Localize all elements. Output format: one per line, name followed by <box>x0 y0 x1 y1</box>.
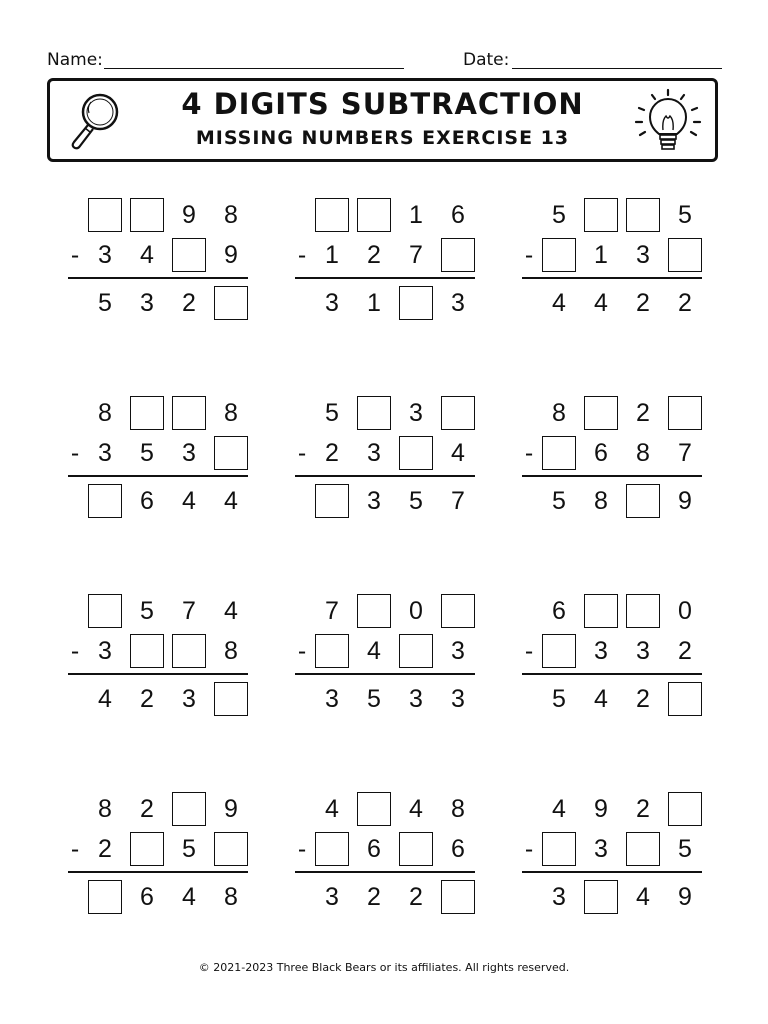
missing-digit-box[interactable] <box>172 634 206 668</box>
subtraction-problem <box>68 396 258 526</box>
subtraction-problem <box>522 396 712 526</box>
worksheet-subtitle: MISSING NUMBERS EXERCISE 13 <box>195 127 570 149</box>
digit: 3 <box>367 439 381 467</box>
digit: 0 <box>409 597 423 625</box>
minus-sign: - <box>524 241 534 269</box>
digit: 3 <box>451 685 465 713</box>
digit: 5 <box>678 201 692 229</box>
digit: 5 <box>325 399 339 427</box>
digit: 8 <box>451 795 465 823</box>
digit: 7 <box>325 597 339 625</box>
digit: 4 <box>182 883 196 911</box>
digit: 4 <box>224 597 238 625</box>
missing-digit-box[interactable] <box>441 238 475 272</box>
minuend-row <box>295 396 485 430</box>
subtraction-problem <box>522 594 712 724</box>
minuend-row <box>522 396 712 430</box>
digit: 2 <box>367 241 381 269</box>
missing-digit-box[interactable] <box>441 594 475 628</box>
digit: 2 <box>678 289 692 317</box>
digit: 2 <box>325 439 339 467</box>
missing-digit-box[interactable] <box>172 396 206 430</box>
minus-sign: - <box>524 439 534 467</box>
digit: 2 <box>636 289 650 317</box>
digit: 3 <box>409 685 423 713</box>
missing-digit-box[interactable] <box>214 832 248 866</box>
name-label: Name: <box>47 50 103 70</box>
worksheet-title: 4 DIGITS SUBTRACTION <box>181 87 584 121</box>
digit: 7 <box>451 487 465 515</box>
answer-line <box>68 277 248 279</box>
minuend-row <box>68 396 258 430</box>
digit: 7 <box>678 439 692 467</box>
digit: 6 <box>140 883 154 911</box>
minuend-row <box>68 198 258 232</box>
title-banner <box>47 78 718 162</box>
digit: 4 <box>325 795 339 823</box>
digit: 2 <box>98 835 112 863</box>
digit: 9 <box>182 201 196 229</box>
missing-digit-box[interactable] <box>399 832 433 866</box>
digit: 3 <box>325 289 339 317</box>
digit: 2 <box>182 289 196 317</box>
missing-digit-box[interactable] <box>441 396 475 430</box>
subtrahend-row <box>68 634 258 668</box>
digit: 6 <box>552 597 566 625</box>
missing-digit-box[interactable] <box>399 436 433 470</box>
difference-row <box>295 484 485 518</box>
missing-digit-box[interactable] <box>130 832 164 866</box>
digit: 3 <box>409 399 423 427</box>
digit: 3 <box>98 439 112 467</box>
subtraction-problem <box>295 198 485 328</box>
digit: 4 <box>224 487 238 515</box>
missing-digit-box[interactable] <box>172 238 206 272</box>
minuend-row <box>295 198 485 232</box>
minus-sign: - <box>70 637 80 665</box>
digit: 3 <box>451 289 465 317</box>
digit: 3 <box>451 637 465 665</box>
digit: 2 <box>636 685 650 713</box>
digit: 4 <box>594 289 608 317</box>
digit: 5 <box>140 439 154 467</box>
answer-line <box>295 673 475 675</box>
lightbulb-icon <box>630 88 706 156</box>
difference-row <box>522 484 712 518</box>
subtraction-problem <box>295 594 485 724</box>
answer-line <box>295 277 475 279</box>
digit: 8 <box>224 637 238 665</box>
subtrahend-row <box>68 436 258 470</box>
digit: 6 <box>451 201 465 229</box>
digit: 3 <box>325 883 339 911</box>
digit: 1 <box>594 241 608 269</box>
missing-digit-box[interactable] <box>542 634 576 668</box>
digit: 2 <box>409 883 423 911</box>
missing-digit-box[interactable] <box>315 198 349 232</box>
answer-line <box>522 277 702 279</box>
missing-digit-box[interactable] <box>668 682 702 716</box>
digit: 3 <box>594 637 608 665</box>
digit: 6 <box>367 835 381 863</box>
subtrahend-row <box>522 634 712 668</box>
missing-digit-box[interactable] <box>88 880 122 914</box>
missing-digit-box[interactable] <box>130 198 164 232</box>
digit: 0 <box>678 597 692 625</box>
answer-line <box>68 871 248 873</box>
digit: 3 <box>98 637 112 665</box>
digit: 3 <box>182 685 196 713</box>
missing-digit-box[interactable] <box>668 396 702 430</box>
subtrahend-row <box>295 634 485 668</box>
difference-row <box>68 286 258 320</box>
digit: 9 <box>594 795 608 823</box>
digit: 3 <box>98 241 112 269</box>
digit: 4 <box>140 241 154 269</box>
missing-digit-box[interactable] <box>626 832 660 866</box>
digit: 3 <box>636 241 650 269</box>
digit: 9 <box>678 883 692 911</box>
digit: 1 <box>325 241 339 269</box>
missing-digit-box[interactable] <box>399 286 433 320</box>
copyright-footer: © 2021-2023 Three Black Bears or its affiliates. All rights reserved. <box>198 961 570 974</box>
subtraction-problem <box>295 792 485 922</box>
missing-digit-box[interactable] <box>214 286 248 320</box>
digit: 8 <box>224 201 238 229</box>
digit: 4 <box>367 637 381 665</box>
answer-line <box>295 475 475 477</box>
missing-digit-box[interactable] <box>130 396 164 430</box>
minuend-row <box>68 792 258 826</box>
subtraction-problem <box>522 792 712 922</box>
digit: 9 <box>224 241 238 269</box>
missing-digit-box[interactable] <box>88 198 122 232</box>
subtraction-problem <box>68 792 258 922</box>
digit: 6 <box>140 487 154 515</box>
digit: 2 <box>140 795 154 823</box>
missing-digit-box[interactable] <box>88 484 122 518</box>
missing-digit-box[interactable] <box>357 594 391 628</box>
minus-sign: - <box>297 439 307 467</box>
subtraction-problem <box>68 198 258 328</box>
missing-digit-box[interactable] <box>88 594 122 628</box>
date-field[interactable] <box>512 68 722 69</box>
missing-digit-box[interactable] <box>357 198 391 232</box>
digit: 3 <box>325 685 339 713</box>
missing-digit-box[interactable] <box>584 198 618 232</box>
minus-sign: - <box>524 835 534 863</box>
digit: 4 <box>451 439 465 467</box>
missing-digit-box[interactable] <box>542 238 576 272</box>
missing-digit-box[interactable] <box>172 792 206 826</box>
digit: 1 <box>367 289 381 317</box>
missing-digit-box[interactable] <box>214 436 248 470</box>
subtrahend-row <box>295 436 485 470</box>
digit: 6 <box>594 439 608 467</box>
minuend-row <box>68 594 258 628</box>
subtrahend-row <box>68 832 258 866</box>
digit: 8 <box>98 795 112 823</box>
digit: 8 <box>98 399 112 427</box>
digit: 4 <box>552 289 566 317</box>
missing-digit-box[interactable] <box>626 484 660 518</box>
digit: 3 <box>367 487 381 515</box>
minus-sign: - <box>297 637 307 665</box>
answer-line <box>522 673 702 675</box>
digit: 5 <box>552 201 566 229</box>
answer-line <box>295 871 475 873</box>
subtraction-problem <box>68 594 258 724</box>
digit: 4 <box>409 795 423 823</box>
minus-sign: - <box>70 439 80 467</box>
digit: 4 <box>98 685 112 713</box>
minuend-row <box>522 792 712 826</box>
difference-row <box>295 880 485 914</box>
difference-row <box>522 682 712 716</box>
magnifying-glass-icon <box>62 90 126 154</box>
answer-line <box>522 475 702 477</box>
minuend-row <box>522 594 712 628</box>
missing-digit-box[interactable] <box>542 436 576 470</box>
missing-digit-box[interactable] <box>668 792 702 826</box>
digit: 5 <box>552 487 566 515</box>
subtraction-problem <box>522 198 712 328</box>
subtrahend-row <box>522 238 712 272</box>
minus-sign: - <box>297 835 307 863</box>
digit: 7 <box>182 597 196 625</box>
digit: 2 <box>367 883 381 911</box>
missing-digit-box[interactable] <box>357 396 391 430</box>
digit: 8 <box>224 399 238 427</box>
digit: 6 <box>451 835 465 863</box>
missing-digit-box[interactable] <box>315 484 349 518</box>
digit: 1 <box>409 201 423 229</box>
digit: 3 <box>594 835 608 863</box>
missing-digit-box[interactable] <box>441 880 475 914</box>
digit: 8 <box>224 883 238 911</box>
missing-digit-box[interactable] <box>399 634 433 668</box>
answer-line <box>68 475 248 477</box>
missing-digit-box[interactable] <box>357 792 391 826</box>
digit: 9 <box>678 487 692 515</box>
digit: 2 <box>140 685 154 713</box>
subtrahend-row <box>522 436 712 470</box>
digit: 3 <box>636 637 650 665</box>
digit: 9 <box>224 795 238 823</box>
digit: 8 <box>552 399 566 427</box>
digit: 7 <box>409 241 423 269</box>
digit: 2 <box>636 399 650 427</box>
missing-digit-box[interactable] <box>315 634 349 668</box>
subtrahend-row <box>295 238 485 272</box>
minus-sign: - <box>70 241 80 269</box>
digit: 4 <box>594 685 608 713</box>
missing-digit-box[interactable] <box>626 594 660 628</box>
name-field[interactable] <box>104 68 404 69</box>
difference-row <box>295 286 485 320</box>
digit: 2 <box>678 637 692 665</box>
digit: 5 <box>409 487 423 515</box>
missing-digit-box[interactable] <box>584 396 618 430</box>
minus-sign: - <box>524 637 534 665</box>
missing-digit-box[interactable] <box>214 682 248 716</box>
missing-digit-box[interactable] <box>315 832 349 866</box>
answer-line <box>68 673 248 675</box>
digit: 5 <box>182 835 196 863</box>
subtrahend-row <box>522 832 712 866</box>
digit: 4 <box>182 487 196 515</box>
digit: 3 <box>182 439 196 467</box>
digit: 8 <box>594 487 608 515</box>
difference-row <box>522 880 712 914</box>
digit: 4 <box>552 795 566 823</box>
missing-digit-box[interactable] <box>130 634 164 668</box>
subtraction-problem <box>295 396 485 526</box>
difference-row <box>522 286 712 320</box>
missing-digit-box[interactable] <box>584 594 618 628</box>
subtrahend-row <box>295 832 485 866</box>
digit: 3 <box>140 289 154 317</box>
digit: 8 <box>636 439 650 467</box>
digit: 5 <box>678 835 692 863</box>
missing-digit-box[interactable] <box>542 832 576 866</box>
minuend-row <box>522 198 712 232</box>
difference-row <box>295 682 485 716</box>
missing-digit-box[interactable] <box>626 198 660 232</box>
missing-digit-box[interactable] <box>584 880 618 914</box>
digit: 3 <box>552 883 566 911</box>
answer-line <box>522 871 702 873</box>
date-label: Date: <box>463 50 510 70</box>
subtrahend-row <box>68 238 258 272</box>
difference-row <box>68 484 258 518</box>
minuend-row <box>295 792 485 826</box>
minus-sign: - <box>297 241 307 269</box>
digit: 4 <box>636 883 650 911</box>
minus-sign: - <box>70 835 80 863</box>
digit: 5 <box>140 597 154 625</box>
missing-digit-box[interactable] <box>668 238 702 272</box>
difference-row <box>68 682 258 716</box>
digit: 2 <box>636 795 650 823</box>
digit: 5 <box>367 685 381 713</box>
digit: 5 <box>98 289 112 317</box>
difference-row <box>68 880 258 914</box>
minuend-row <box>295 594 485 628</box>
digit: 5 <box>552 685 566 713</box>
